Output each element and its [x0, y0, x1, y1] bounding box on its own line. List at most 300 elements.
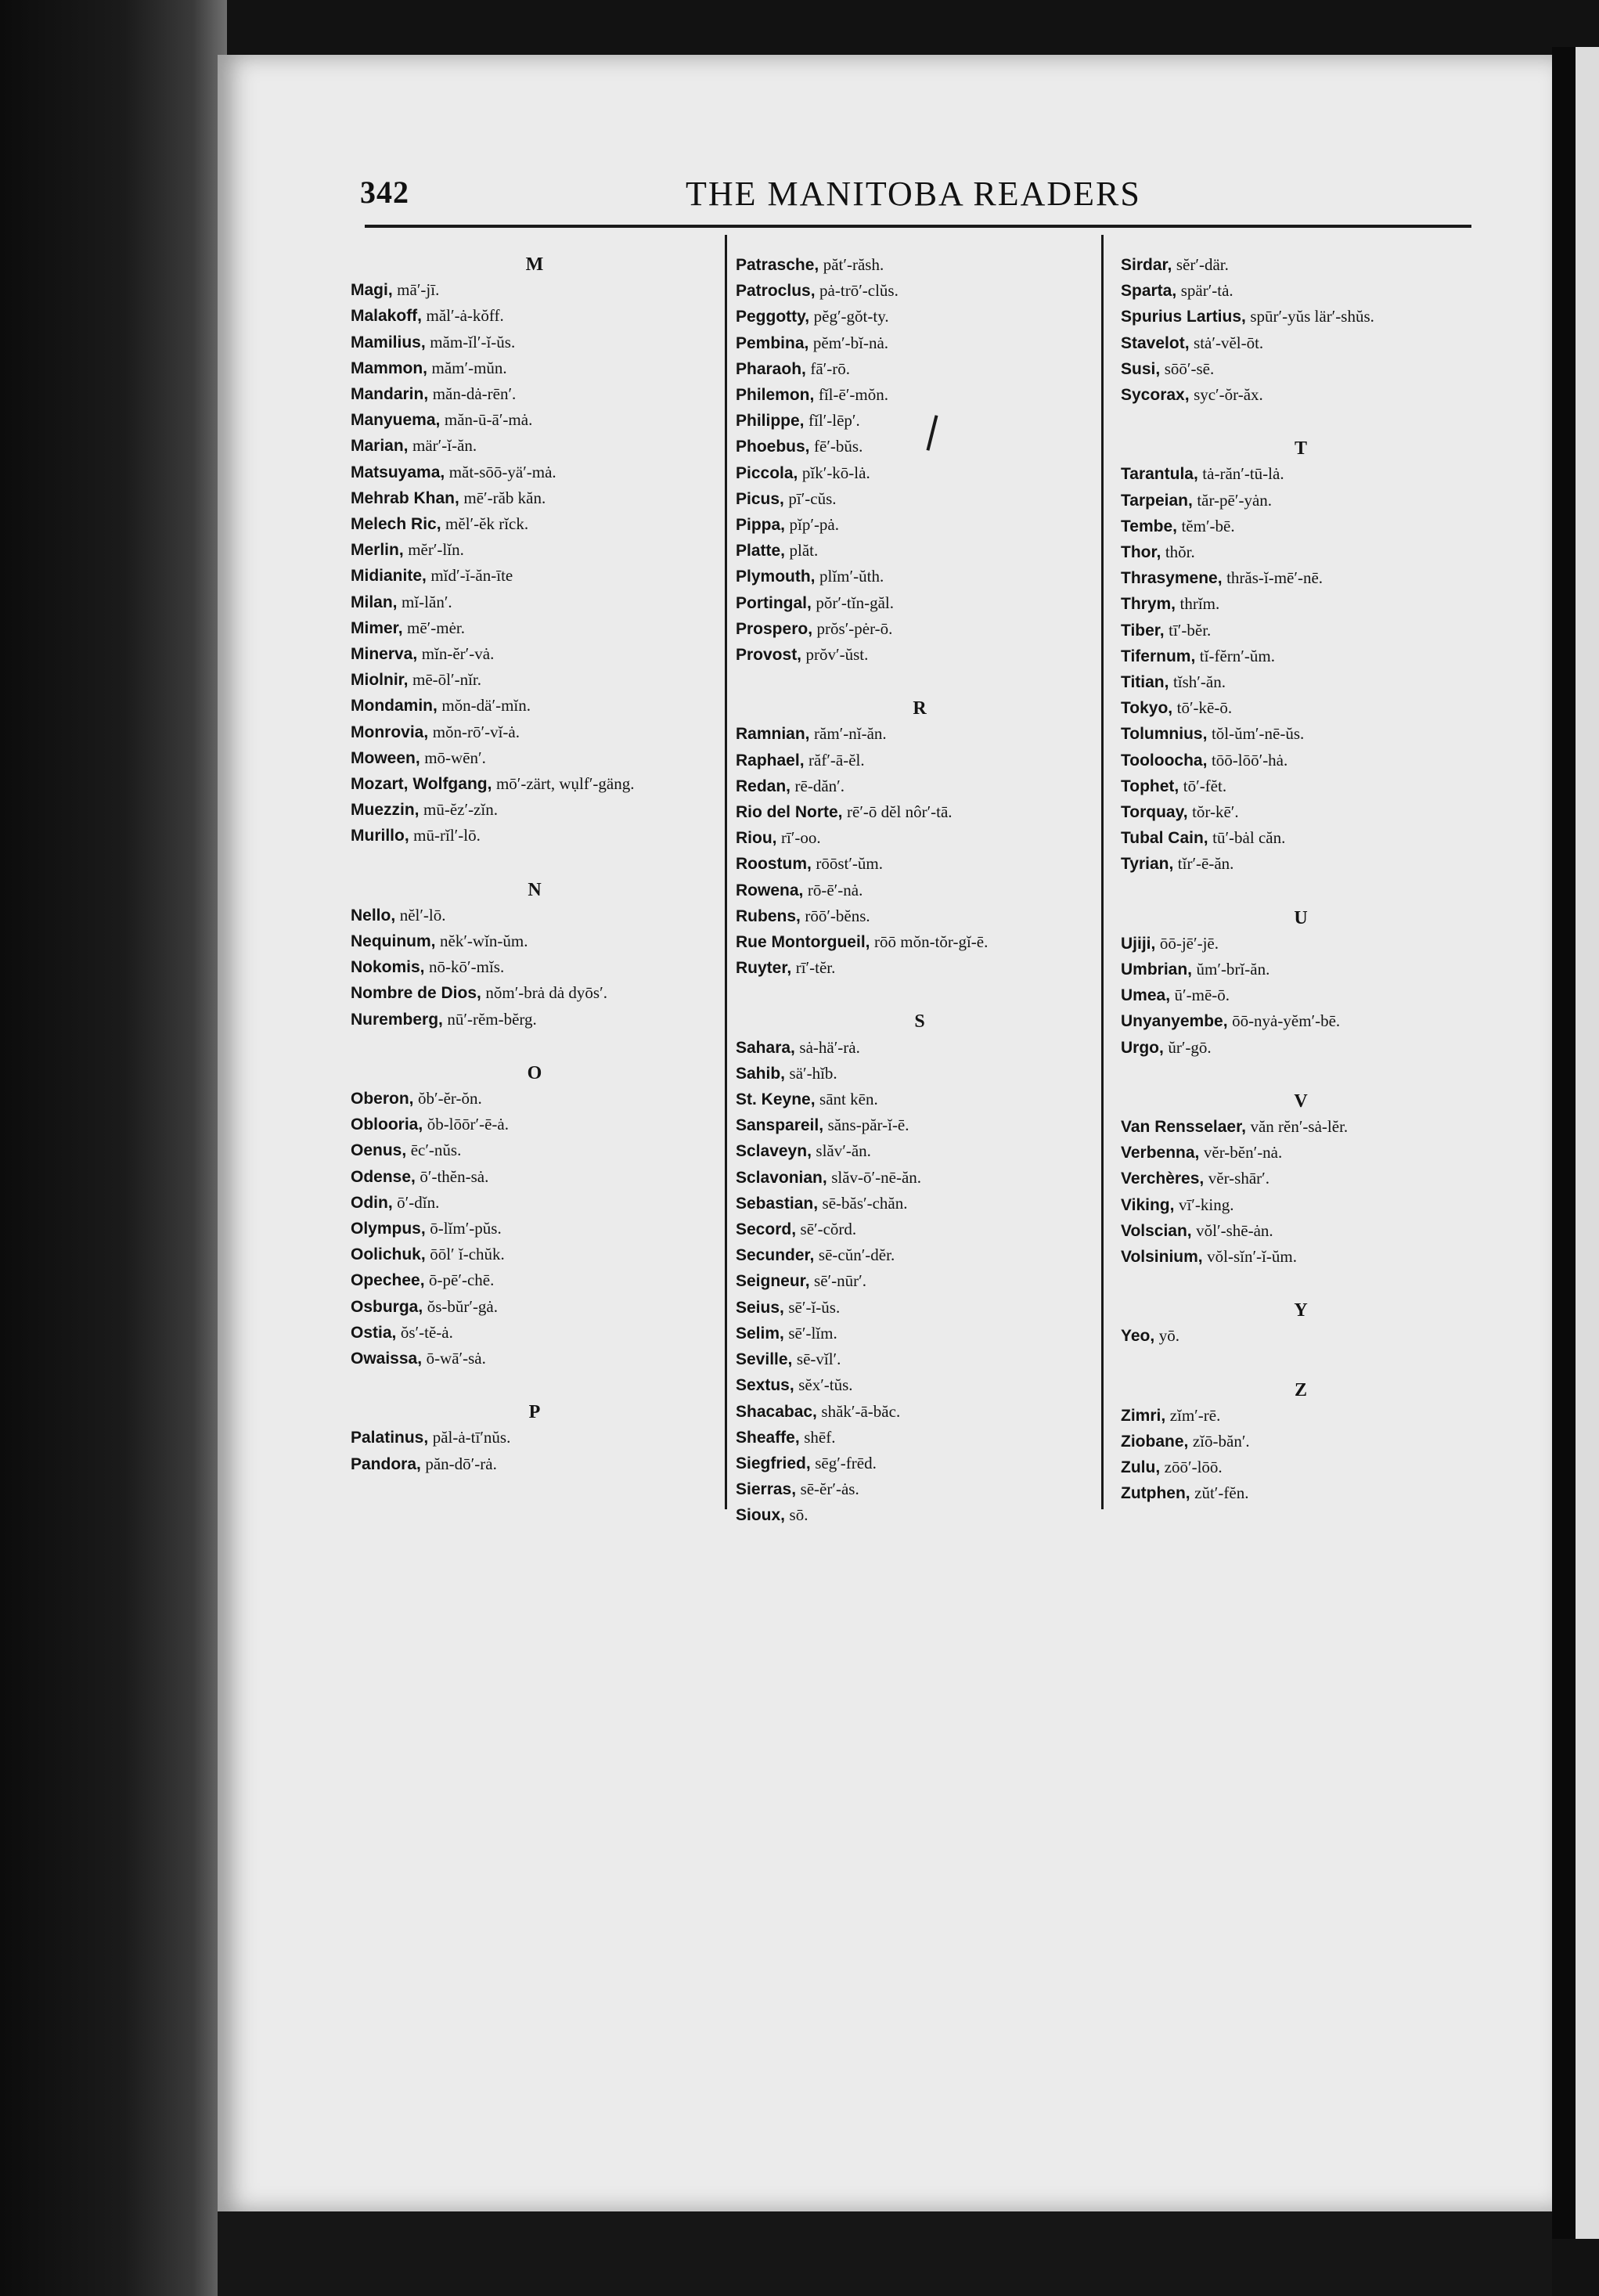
entry-pronunciation: sē-vĭl′. — [796, 1350, 841, 1369]
section-letter: R — [913, 698, 927, 719]
glossary-entry — [736, 590, 1104, 616]
glossary-entry — [736, 955, 1104, 981]
entry-pronunciation: shēf. — [804, 1427, 836, 1447]
glossary-entry — [736, 1035, 1104, 1061]
entry-headword: Titian, — [1121, 673, 1169, 692]
glossary-entry — [1121, 825, 1481, 851]
entry-pronunciation: tō′-fĕt. — [1183, 776, 1227, 795]
glossary-entry — [736, 825, 1104, 851]
entry-pronunciation: răm′-nĭ-ăn. — [814, 724, 887, 744]
entry-pronunciation: sānt kēn. — [819, 1090, 878, 1109]
entry-pronunciation: păl-ȧ-tī′nŭs. — [432, 1428, 511, 1447]
entry-headword: Mondamin, — [351, 697, 438, 715]
entry-headword: Tophet, — [1121, 777, 1179, 795]
entry-pronunciation: prŏs′-pėr-ō. — [816, 618, 893, 638]
entry-headword: Sanspareil, — [736, 1116, 824, 1135]
entry-headword: Oblooria, — [351, 1116, 423, 1134]
section-letter: V — [1294, 1090, 1308, 1112]
entry-headword: Tembe, — [1121, 517, 1177, 535]
glossary-entry — [1121, 1403, 1481, 1429]
entry-headword: Ostia, — [351, 1323, 397, 1342]
entry-headword: Rowena, — [736, 881, 804, 899]
entry-pronunciation: măm′-mŭn. — [431, 358, 507, 377]
entry-headword: Tifernum, — [1121, 647, 1196, 665]
glossary-entry — [1121, 278, 1481, 304]
entry-headword: Pharaoh, — [736, 359, 806, 378]
glossary-entry — [351, 433, 718, 459]
entry-headword: Tyrian, — [1121, 855, 1174, 874]
entry-pronunciation: vĕr-bĕn′-nȧ. — [1203, 1143, 1283, 1162]
entry-pronunciation: rōōst′-ŭm. — [816, 854, 883, 874]
entry-headword: Philippe, — [736, 412, 805, 431]
entry-headword: Umea, — [1121, 986, 1171, 1005]
entry-pronunciation: fĭl′-lēp′. — [809, 411, 860, 431]
entry-headword: Raphael, — [736, 751, 805, 770]
entry-headword: Nuremberg, — [351, 1010, 443, 1029]
entry-headword: Sclaveyn, — [736, 1142, 812, 1161]
entry-pronunciation: sē′-nūr′. — [814, 1271, 866, 1291]
entry-headword: Peggotty, — [736, 308, 810, 326]
glossary-entry — [736, 1476, 1104, 1502]
entry-headword: Ramnian, — [736, 725, 810, 744]
entry-pronunciation: ōō-jē′-jē. — [1159, 933, 1219, 953]
glossary-entry — [351, 771, 718, 797]
entry-pronunciation: ō-pē′-chē. — [429, 1271, 495, 1290]
entry-headword: Thor, — [1121, 543, 1161, 562]
glossary-entry — [351, 1346, 718, 1371]
entry-headword: Sahib, — [736, 1064, 786, 1083]
glossary-entry — [736, 773, 1104, 799]
glossary-entry — [1121, 514, 1481, 539]
column-divider — [725, 235, 727, 1509]
entry-headword: Riou, — [736, 829, 777, 848]
glossary-entry — [736, 486, 1104, 512]
glossary-entry — [1121, 382, 1481, 408]
entry-headword: Zimri, — [1121, 1406, 1166, 1425]
glossary-column-2 — [736, 252, 1104, 1529]
glossary-entry — [1121, 618, 1481, 643]
glossary-entry — [736, 252, 1104, 278]
entry-headword: Verbenna, — [1121, 1144, 1200, 1162]
entry-pronunciation: zĭō-băn′. — [1192, 1432, 1250, 1451]
glossary-entry — [736, 1268, 1104, 1294]
glossary-entry — [351, 277, 718, 303]
entry-headword: Piccola, — [736, 463, 798, 482]
entry-pronunciation: pĕg′-gŏt-ty. — [813, 307, 889, 326]
entry-headword: Sirdar, — [1121, 256, 1172, 274]
entry-pronunciation: tō′-kē-ō. — [1176, 698, 1233, 718]
entry-headword: Thrym, — [1121, 595, 1176, 614]
glossary-entry — [1121, 957, 1481, 982]
glossary-entry — [736, 929, 1104, 955]
glossary-entry — [736, 1372, 1104, 1398]
entry-pronunciation: rō-ē′-nȧ. — [807, 880, 863, 899]
entry-pronunciation: mē-ōl′-nĭr. — [412, 670, 481, 690]
entry-pronunciation: rōō mŏn-tŏr-gĭ-ē. — [874, 932, 989, 952]
entry-headword: Tarantula, — [1121, 465, 1198, 484]
glossary-column-1 — [351, 252, 718, 1477]
entry-headword: Spurius Lartius, — [1121, 308, 1246, 326]
entry-pronunciation: ēc′-nŭs. — [410, 1141, 462, 1160]
entry-headword: Sebastian, — [736, 1194, 819, 1213]
glossary-column-3 — [1121, 252, 1481, 1507]
entry-pronunciation: vĕr-shār′. — [1208, 1169, 1269, 1188]
glossary-entry — [1121, 1008, 1481, 1034]
entry-pronunciation: tŏl-ŭm′-nē-ŭs. — [1211, 724, 1305, 744]
entry-pronunciation: zĭm′-rē. — [1169, 1405, 1221, 1425]
entry-pronunciation: tŏr-kē′. — [1192, 802, 1239, 822]
entry-pronunciation: răf′-ā-ĕl. — [809, 750, 865, 770]
glossary-entry — [1121, 1480, 1481, 1506]
entry-pronunciation: pĭp′-pȧ. — [789, 515, 840, 535]
entry-headword: Sparta, — [1121, 282, 1177, 301]
entry-pronunciation: mĕl′-ĕk rĭck. — [445, 514, 529, 534]
entry-pronunciation: ŭm′-brĭ-ăn. — [1196, 960, 1270, 979]
glossary-entry — [1121, 1244, 1481, 1270]
glossary-entry — [736, 1399, 1104, 1425]
entry-headword: Urgo, — [1121, 1038, 1164, 1057]
entry-headword: Seville, — [736, 1350, 793, 1369]
entry-headword: Pippa, — [736, 516, 786, 535]
glossary-entry — [736, 1425, 1104, 1451]
entry-headword: Merlin, — [351, 541, 404, 560]
entry-headword: Sycorax, — [1121, 386, 1190, 405]
entry-pronunciation: tī′-bĕr. — [1169, 620, 1212, 640]
entry-pronunciation: pī′-cŭs. — [788, 488, 837, 508]
entry-pronunciation: păt′-răsh. — [823, 255, 884, 274]
entry-headword: Miolnir, — [351, 671, 409, 690]
entry-pronunciation: mā′-jī. — [397, 280, 440, 300]
glossary-entry — [1121, 1323, 1481, 1349]
glossary-entry — [351, 1242, 718, 1267]
entry-pronunciation: mō′-zärt, wụlf′-gäng. — [495, 774, 635, 794]
entry-headword: Seius, — [736, 1298, 784, 1317]
glossary-entry — [736, 878, 1104, 903]
entry-headword: Umbrian, — [1121, 961, 1193, 979]
glossary-entry — [736, 512, 1104, 538]
glossary-entry — [351, 589, 718, 615]
entry-pronunciation: mū-rĭl′-lō. — [413, 826, 481, 845]
entry-headword: Unyanyembe, — [1121, 1012, 1228, 1031]
glossary-entry — [736, 434, 1104, 460]
entry-headword: Prospero, — [736, 619, 813, 638]
glossary-entry — [736, 851, 1104, 877]
entry-pronunciation: sĕr′-där. — [1176, 255, 1229, 274]
entry-pronunciation: zŭt′-fĕn. — [1194, 1483, 1249, 1503]
entry-pronunciation: ō-wā′-sȧ. — [426, 1349, 486, 1368]
glossary-entry — [351, 823, 718, 849]
entry-headword: Minerva, — [351, 645, 418, 664]
entry-headword: Ruyter, — [736, 959, 792, 978]
glossary-entry — [1121, 982, 1481, 1008]
entry-pronunciation: măl′-ȧ-kŏff. — [426, 306, 504, 326]
page-bottom-shadow — [218, 2211, 1552, 2296]
glossary-entry — [1121, 252, 1481, 278]
entry-headword: Tokyo, — [1121, 699, 1173, 718]
entry-headword: Volscian, — [1121, 1221, 1192, 1240]
glossary-entry — [736, 1242, 1104, 1268]
glossary-entry — [1121, 1454, 1481, 1480]
entry-pronunciation: pȧ-trō′-clŭs. — [819, 281, 899, 301]
entry-pronunciation: ū′-mē-ō. — [1174, 986, 1230, 1005]
glossary-entry — [351, 330, 718, 355]
entry-headword: Portingal, — [736, 593, 812, 612]
glossary-entry — [736, 642, 1104, 668]
entry-headword: Van Rensselaer, — [1121, 1118, 1246, 1137]
entry-pronunciation: rī′-oo. — [781, 828, 821, 848]
entry-pronunciation: tĭ-fĕrn′-ŭm. — [1199, 646, 1275, 665]
entry-pronunciation: tȧ-răn′-tū-lȧ. — [1202, 464, 1284, 484]
entry-pronunciation: ŭr′-gō. — [1168, 1037, 1212, 1057]
entry-headword: Muezzin, — [351, 801, 420, 820]
entry-pronunciation: ō′-dĭn. — [397, 1192, 440, 1212]
glossary-entry — [1121, 931, 1481, 957]
glossary-entry — [1121, 799, 1481, 825]
entry-headword: Rue Montorgueil, — [736, 933, 870, 952]
entry-headword: Secord, — [736, 1220, 797, 1239]
entry-pronunciation: mĭn-ĕr′-vȧ. — [421, 644, 495, 664]
entry-pronunciation: sȧ-hä′-rȧ. — [799, 1037, 860, 1057]
glossary-entry — [351, 641, 718, 667]
entry-headword: Pandora, — [351, 1454, 421, 1473]
entry-headword: Rubens, — [736, 907, 801, 925]
glossary-entry — [736, 382, 1104, 408]
entry-headword: Nokomis, — [351, 958, 425, 977]
entry-pronunciation: nō-kō′-mĭs. — [429, 957, 505, 977]
page-number: 342 — [360, 175, 409, 210]
glossary-entry — [736, 1191, 1104, 1216]
glossary-entry — [1121, 539, 1481, 565]
glossary-entry — [351, 381, 718, 407]
entry-pronunciation: zōō′-lōō. — [1164, 1458, 1223, 1477]
glossary-entry — [736, 538, 1104, 564]
entry-headword: Odense, — [351, 1167, 416, 1186]
glossary-entry — [1121, 773, 1481, 799]
glossary-entry — [736, 903, 1104, 929]
glossary-entry — [351, 1267, 718, 1293]
entry-headword: Yeo, — [1121, 1327, 1155, 1346]
glossary-entry — [351, 1086, 718, 1112]
entry-headword: Susi, — [1121, 359, 1161, 378]
glossary-entry — [1121, 461, 1481, 487]
glossary-entry — [351, 1425, 718, 1451]
entry-headword: Melech Ric, — [351, 515, 441, 534]
entry-pronunciation: pĕm′-bĭ-nȧ. — [812, 333, 889, 352]
page-right-edge — [1552, 47, 1576, 2239]
running-head: THE MANITOBA READERS — [686, 175, 1141, 213]
entry-pronunciation: plăt. — [789, 541, 819, 560]
glossary-entry — [736, 1165, 1104, 1191]
glossary-entry — [1121, 1166, 1481, 1191]
glossary-entry — [736, 564, 1104, 589]
entry-pronunciation: thŏr. — [1165, 542, 1195, 562]
entry-pronunciation: ŏs′-tĕ-ȧ. — [400, 1322, 453, 1342]
section-letter: S — [914, 1011, 925, 1033]
glossary-entry — [1121, 488, 1481, 514]
entry-headword: Patroclus, — [736, 282, 816, 301]
entry-pronunciation: ōōl′ ĭ-chŭk. — [430, 1245, 505, 1264]
entry-pronunciation: tōō-lōō′-hȧ. — [1211, 750, 1288, 770]
section-letter: O — [527, 1062, 542, 1083]
entry-headword: Ziobane, — [1121, 1433, 1189, 1451]
entry-pronunciation: fā′-rō. — [810, 359, 851, 378]
entry-headword: Ujiji, — [1121, 934, 1156, 953]
section-letter: P — [528, 1402, 541, 1423]
entry-headword: Tarpeian, — [1121, 491, 1193, 510]
glossary-entry — [736, 748, 1104, 773]
glossary-entry — [1121, 748, 1481, 773]
glossary-entry — [351, 615, 718, 641]
entry-pronunciation: mē′-mėr. — [407, 618, 466, 637]
glossary-entry — [736, 1216, 1104, 1242]
glossary-entry — [736, 1112, 1104, 1138]
entry-headword: Redan, — [736, 777, 791, 795]
glossary-entry — [736, 356, 1104, 382]
entry-pronunciation: nĕk′-wĭn-ŭm. — [440, 932, 528, 951]
glossary-entry — [1121, 1192, 1481, 1218]
glossary-entry — [736, 278, 1104, 304]
entry-headword: Olympus, — [351, 1220, 426, 1238]
section-letter: N — [528, 879, 542, 900]
glossary-entry — [351, 1320, 718, 1346]
glossary-entry — [736, 1321, 1104, 1346]
entry-headword: Siegfried, — [736, 1454, 811, 1472]
entry-headword: Picus, — [736, 489, 784, 508]
glossary-entry — [351, 1137, 718, 1163]
entry-headword: Verchères, — [1121, 1170, 1205, 1188]
glossary-entry — [736, 1346, 1104, 1372]
entry-headword: Sahara, — [736, 1038, 795, 1057]
glossary-entry — [736, 1295, 1104, 1321]
glossary-entry — [736, 330, 1104, 356]
entry-headword: Zutphen, — [1121, 1484, 1190, 1503]
entry-headword: Mimer, — [351, 618, 403, 637]
entry-pronunciation: sē′-lĭm. — [788, 1323, 837, 1343]
glossary-entry — [736, 1451, 1104, 1476]
entry-headword: Sextus, — [736, 1376, 794, 1395]
glossary-entry — [351, 745, 718, 771]
entry-headword: Palatinus, — [351, 1429, 429, 1447]
glossary-entry — [736, 616, 1104, 642]
entry-pronunciation: ŏs-bŭr′-gȧ. — [427, 1296, 499, 1316]
entry-headword: Tooloocha, — [1121, 751, 1208, 770]
glossary-entry — [1121, 1218, 1481, 1244]
entry-pronunciation: mū-ĕz′-zĭn. — [423, 800, 498, 820]
entry-headword: Nello, — [351, 906, 396, 925]
entry-headword: Pembina, — [736, 333, 809, 352]
entry-pronunciation: thrĭm. — [1179, 594, 1220, 614]
entry-pronunciation: nŏm′-brȧ dȧ dyōs′. — [485, 983, 607, 1003]
entry-headword: Manyuema, — [351, 411, 441, 430]
entry-pronunciation: ōō-nyȧ-yĕm′-bē. — [1232, 1011, 1341, 1031]
entry-pronunciation: fĭl-ē′-mŏn. — [818, 385, 889, 405]
entry-headword: Platte, — [736, 542, 786, 560]
entry-pronunciation: tĭr′-ē-ăn. — [1177, 854, 1234, 874]
entry-pronunciation: sēg′-frēd. — [815, 1453, 877, 1472]
entry-pronunciation: sĕx′-tŭs. — [798, 1375, 853, 1395]
entry-pronunciation: mĭd′-ĭ-ăn-īte — [430, 566, 513, 586]
entry-pronunciation: fē′-bŭs. — [814, 437, 863, 456]
glossary-entry — [1121, 591, 1481, 617]
entry-pronunciation: mär′-ĭ-ăn. — [412, 436, 477, 456]
header-rule — [365, 225, 1471, 228]
entry-pronunciation: vŏl′-shē-ȧn. — [1196, 1220, 1273, 1240]
entry-pronunciation: prŏv′-ŭst. — [805, 645, 869, 665]
glossary-entry — [1121, 356, 1481, 382]
entry-pronunciation: tū′-bȧl căn. — [1212, 828, 1286, 848]
glossary-entry — [351, 355, 718, 381]
entry-pronunciation: yō. — [1158, 1326, 1179, 1346]
entry-pronunciation: rī′-tĕr. — [795, 958, 836, 978]
entry-headword: Secunder, — [736, 1246, 815, 1265]
section-letter: M — [525, 254, 544, 275]
glossary-entry — [1121, 330, 1481, 356]
entry-headword: Oolichuk, — [351, 1245, 426, 1264]
entry-pronunciation: tĭsh′-ăn. — [1172, 672, 1226, 692]
entry-pronunciation: nū′-rĕm-bĕrg. — [447, 1009, 537, 1029]
entry-pronunciation: văn rĕn′-sȧ-lĕr. — [1250, 1117, 1349, 1137]
glossary-entry — [1121, 1035, 1481, 1061]
section-letter: Z — [1294, 1379, 1307, 1400]
entry-headword: Milan, — [351, 593, 398, 611]
entry-pronunciation: sē-cŭn′-dĕr. — [818, 1245, 895, 1265]
glossary-entry — [736, 408, 1104, 434]
glossary-entry — [1121, 669, 1481, 695]
entry-headword: Opechee, — [351, 1271, 425, 1290]
entry-headword: Nombre de Dios, — [351, 984, 481, 1003]
glossary-entry — [351, 563, 718, 589]
glossary-entry — [351, 1007, 718, 1033]
entry-pronunciation: stȧ′-vĕl-ōt. — [1194, 333, 1264, 352]
glossary-entry — [351, 1164, 718, 1190]
glossary-entry — [351, 303, 718, 329]
glossary-entry — [736, 1138, 1104, 1164]
glossary-entry — [351, 485, 718, 511]
entry-pronunciation: mĭ-lăn′. — [402, 592, 452, 611]
entry-pronunciation: nĕl′-lō. — [399, 905, 446, 925]
glossary-entry — [351, 667, 718, 693]
entry-pronunciation: thrăs-ĭ-mē′-nē. — [1226, 568, 1323, 588]
entry-headword: Mozart, Wolfgang, — [351, 775, 492, 794]
entry-headword: Magi, — [351, 281, 393, 300]
entry-headword: Viking, — [1121, 1195, 1175, 1214]
entry-headword: Monrovia, — [351, 723, 429, 741]
entry-pronunciation: ŏb-lōōr′-ē-ȧ. — [427, 1115, 509, 1134]
entry-headword: Marian, — [351, 437, 409, 456]
entry-pronunciation: mĕr′-lĭn. — [408, 540, 464, 560]
entry-pronunciation: slăv-ō′-nē-ăn. — [831, 1167, 922, 1187]
entry-headword: Malakoff, — [351, 307, 423, 326]
entry-headword: Sierras, — [736, 1480, 797, 1499]
entry-headword: Roostum, — [736, 855, 812, 874]
glossary-entry — [351, 460, 718, 485]
entry-headword: Moween, — [351, 748, 420, 767]
glossary-entry — [351, 1451, 718, 1477]
entry-pronunciation: sē′-cŏrd. — [800, 1220, 857, 1239]
entry-headword: Oenus, — [351, 1141, 407, 1160]
entry-pronunciation: ŏb′-ĕr-ŏn. — [418, 1089, 482, 1108]
entry-headword: Stavelot, — [1121, 333, 1190, 352]
section-letter: T — [1294, 438, 1307, 460]
glossary-entry — [736, 1061, 1104, 1087]
entry-headword: Matsuyama, — [351, 463, 445, 481]
entry-pronunciation: sē′-ĭ-ŭs. — [788, 1297, 841, 1317]
entry-headword: Seigneur, — [736, 1272, 810, 1291]
entry-pronunciation: vī′-king. — [1178, 1195, 1234, 1214]
glossary-entry — [1121, 1429, 1481, 1454]
next-page-sliver — [1576, 47, 1599, 2239]
glossary-entry — [736, 460, 1104, 486]
